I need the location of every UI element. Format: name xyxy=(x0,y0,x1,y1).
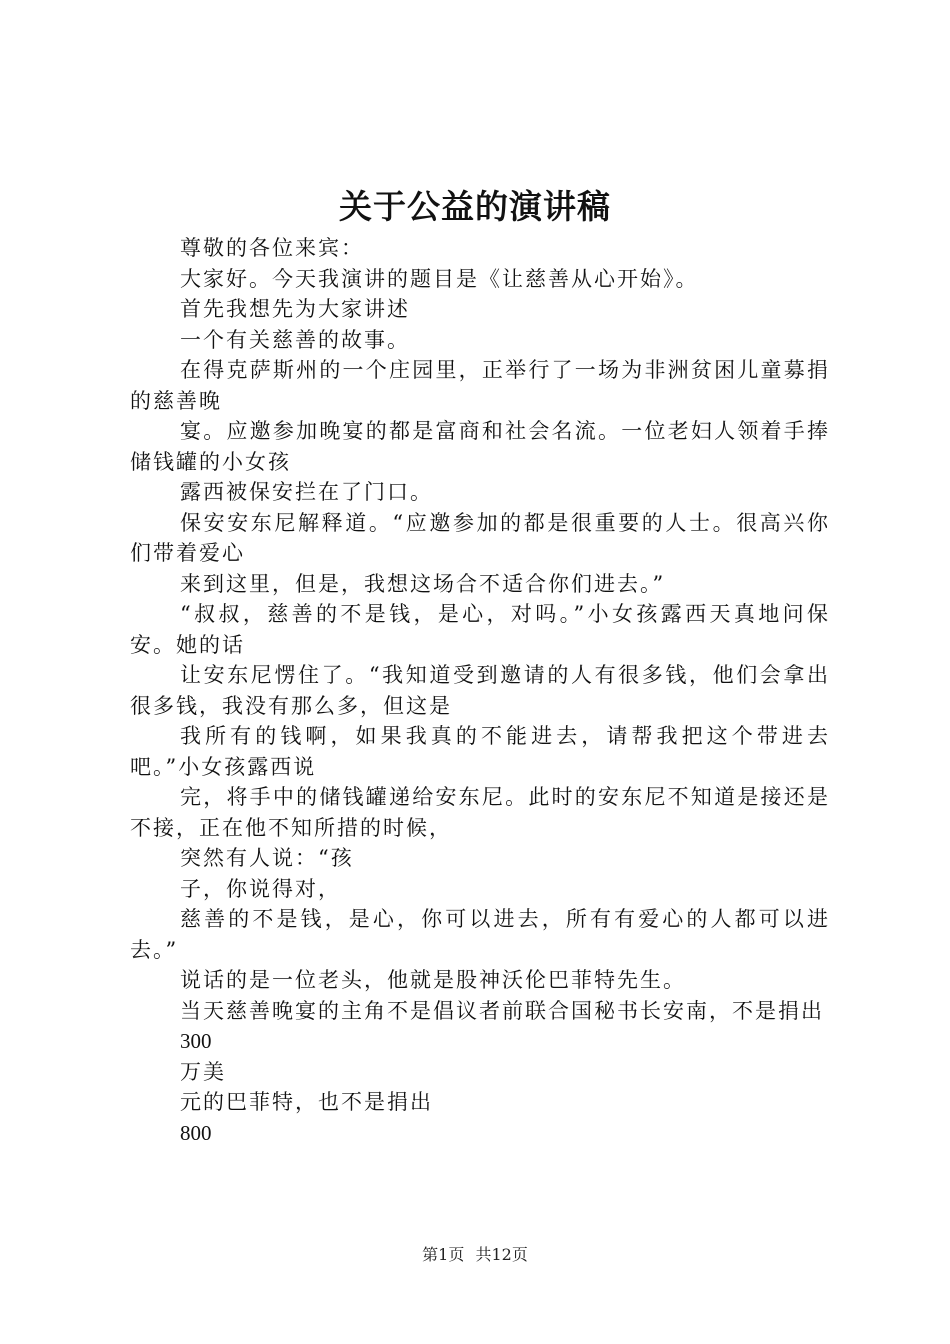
paragraph: 尊敬的各位来宾： xyxy=(180,236,364,260)
paragraph: 一个有关慈善的故事。 xyxy=(180,327,410,352)
paragraph: 宴。应邀参加晚宴的都是富商和社会名流。一位老妇人领着手捧储钱罐的小女孩 xyxy=(130,419,830,474)
paragraph: 来到这里，但是，我想这场合不适合你们进去。” xyxy=(180,571,666,596)
paragraph: “叔叔，慈善的不是钱，是心，对吗。”小女孩露西天真地问保安。她的话 xyxy=(130,602,830,657)
page-footer xyxy=(0,1244,950,1266)
paragraph-number: 800 xyxy=(180,1120,212,1145)
paragraph: 露西被保安拦在了门口。 xyxy=(180,480,433,504)
paragraph: 在得克萨斯州的一个庄园里，正举行了一场为非洲贫困儿童募捐的慈善晚 xyxy=(130,358,830,413)
paragraph: 让安东尼愣住了。“我知道受到邀请的人有很多钱，他们会拿出很多钱，我没有那么多，但这是 xyxy=(130,663,830,718)
paragraph: 我所有的钱啊，如果我真的不能进去，请帮我把这个带进去吧。”小女孩露西说 xyxy=(130,724,830,779)
document-title: 关于公益的演讲稿 xyxy=(339,187,611,226)
document-body xyxy=(130,233,830,1148)
paragraph: 突然有人说：“孩 xyxy=(180,846,354,870)
paragraph-number: 300 xyxy=(180,1029,212,1053)
paragraph: 说话的是一位老头，他就是股神沃伦巴菲特先生。 xyxy=(180,968,686,992)
paragraph: 慈善的不是钱，是心，你可以进去，所有有爱心的人都可以进去。” xyxy=(130,907,830,962)
paragraph: 子，你说得对， xyxy=(180,876,341,901)
paragraph: 当天慈善晚宴的主角不是倡议者前联合国秘书长安南，不是捐出 xyxy=(180,998,824,1023)
page-total: 共12页 xyxy=(475,1245,528,1264)
paragraph: 保安安东尼解释道。“应邀参加的都是很重要的人士。很高兴你们带着爱心 xyxy=(130,510,830,565)
paragraph: 首先我想先为大家讲述 xyxy=(180,297,410,321)
paragraph: 万美 xyxy=(180,1059,226,1084)
page-number: 第1页 xyxy=(422,1245,465,1264)
paragraph: 元的巴菲特，也不是捐出 xyxy=(180,1090,433,1114)
paragraph: 完，将手中的储钱罐递给安东尼。此时的安东尼不知道是接还是不接，正在他不知所措的时候， xyxy=(130,785,830,840)
paragraph: 大家好。今天我演讲的题目是《让慈善从心开始》。 xyxy=(180,266,699,291)
